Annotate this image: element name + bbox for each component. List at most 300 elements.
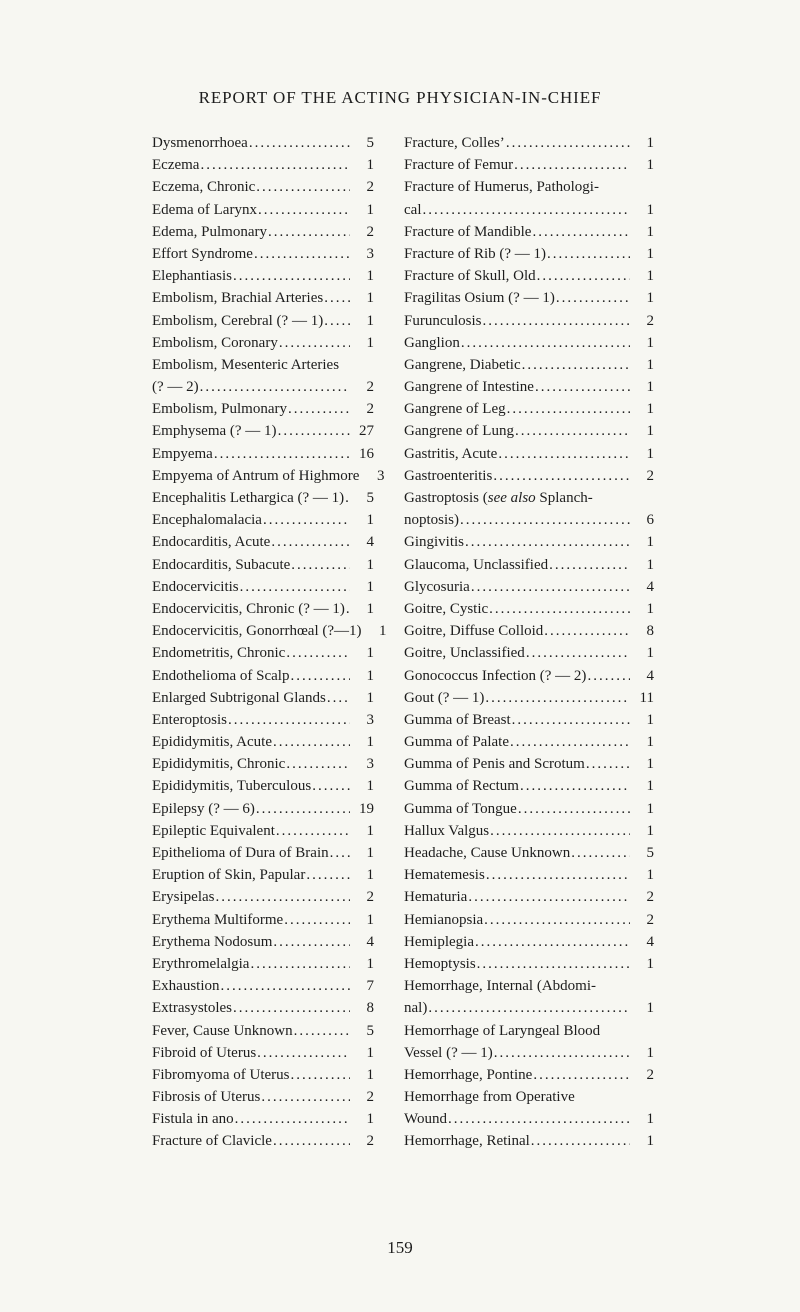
- leader-dots: [261, 1086, 350, 1108]
- entry-count: 4: [646, 933, 654, 950]
- entry-count: 1: [646, 268, 654, 285]
- leader-dots: [200, 376, 350, 398]
- entry-count: 1: [366, 1066, 374, 1083]
- entry-count: 8: [366, 1000, 374, 1017]
- entry-label: Embolism, Coronary: [152, 334, 278, 351]
- entry-label: (? — 2): [152, 379, 199, 396]
- leader-dots: [263, 509, 350, 531]
- leader-dots: [484, 909, 630, 931]
- index-entry: [152, 1086, 374, 1108]
- entry-count: 1: [366, 600, 374, 617]
- entry-label: Gonococcus Infection (? — 2): [404, 667, 587, 684]
- index-entry: [404, 509, 654, 531]
- entry-label: Elephantiasis: [152, 268, 232, 285]
- entry-label: Fever, Cause Unknown: [152, 1022, 293, 1039]
- entry-count: 2: [646, 1066, 654, 1083]
- index-entry: [152, 243, 374, 265]
- index-entry: [404, 287, 654, 309]
- index-entry: [152, 199, 374, 221]
- entry-label: Empyema: [152, 445, 213, 462]
- entry-count: 1: [646, 556, 654, 573]
- leader-dots: [233, 997, 350, 1019]
- leader-dots: [268, 221, 350, 243]
- index-entry: [152, 598, 374, 620]
- entry-count: 1: [646, 356, 654, 373]
- index-entry: [152, 176, 374, 198]
- entry-label: Epididymitis, Tuberculous: [152, 778, 312, 795]
- entry-count: 1: [646, 245, 654, 262]
- index-entry: [404, 709, 654, 731]
- entry-count: 1: [366, 578, 374, 595]
- leader-dots: [547, 243, 630, 265]
- entry-label: Gastroptosis (see also Splanch-: [404, 490, 593, 506]
- index-entry: [404, 154, 654, 176]
- entry-count: 1: [646, 290, 654, 307]
- index-entry: [152, 953, 374, 975]
- index-entry: [404, 443, 654, 465]
- leader-dots: [477, 953, 630, 975]
- index-entry: [152, 465, 385, 487]
- leader-dots: [471, 576, 630, 598]
- entry-count: 2: [646, 312, 654, 329]
- leader-dots: [324, 310, 350, 332]
- entry-label: Enteroptosis: [152, 711, 227, 728]
- entry-count: 1: [366, 1044, 374, 1061]
- leader-dots: [214, 443, 350, 465]
- index-entry: [404, 420, 654, 442]
- entry-label: Gumma of Rectum: [404, 778, 519, 795]
- index-entry: [152, 1064, 374, 1086]
- index-entry: [152, 1042, 374, 1064]
- index-entry: [404, 598, 654, 620]
- entry-count: 1: [366, 201, 374, 218]
- entry-count: 1: [646, 334, 654, 351]
- index-entry: [404, 820, 654, 842]
- entry-count: 1: [646, 778, 654, 795]
- leader-dots: [221, 975, 351, 997]
- index-entry: [404, 864, 654, 886]
- index-entry: [404, 753, 654, 775]
- entry-count: 1: [646, 379, 654, 396]
- entry-label: Endocarditis, Subacute: [152, 556, 291, 573]
- entry-count: 1: [646, 1044, 654, 1061]
- entry-label: Gastritis, Acute: [404, 445, 498, 462]
- entry-label: Gingivitis: [404, 534, 465, 551]
- entry-count: 1: [366, 312, 374, 329]
- index-entry: [404, 576, 654, 598]
- index-entry: [404, 554, 654, 576]
- entry-count: 6: [646, 512, 654, 529]
- leader-dots: [306, 864, 350, 886]
- index-entry: [152, 310, 374, 332]
- index-entry: [404, 620, 654, 642]
- leader-dots: [235, 1108, 350, 1130]
- entry-label: Gangrene of Intestine: [404, 379, 534, 396]
- leader-dots: [465, 531, 630, 553]
- index-entry: [152, 665, 374, 687]
- entry-label: Endometritis, Chronic: [152, 645, 286, 662]
- entry-label: Epilepsy (? — 6): [152, 800, 255, 817]
- entry-label: Glaucoma, Unclassified: [404, 556, 549, 573]
- index-entry: [152, 975, 374, 997]
- entry-label: Eczema: [152, 157, 200, 174]
- index-entry: [152, 820, 374, 842]
- entry-count: 1: [646, 800, 654, 817]
- index-entry: [404, 731, 654, 753]
- entry-label: noptosis): [404, 512, 460, 529]
- leader-dots: [518, 798, 630, 820]
- leader-dots: [256, 798, 350, 820]
- entry-count: 1: [366, 556, 374, 573]
- leader-dots: [535, 376, 630, 398]
- entry-count: 1: [366, 667, 374, 684]
- page-header: REPORT OF THE ACTING PHYSICIAN-IN-CHIEF: [198, 88, 602, 107]
- entry-count: 4: [366, 933, 374, 950]
- leader-dots: [271, 531, 350, 553]
- leader-dots: [475, 931, 630, 953]
- index-entry: [152, 132, 374, 154]
- leader-dots: [428, 997, 630, 1019]
- index-entry: [152, 265, 374, 287]
- entry-label: Gastroenteritis: [404, 467, 493, 484]
- index-entry: [404, 1064, 654, 1086]
- index-entry: [404, 376, 654, 398]
- entry-label: Endothelioma of Scalp: [152, 667, 290, 684]
- entry-count: 1: [366, 689, 374, 706]
- entry-label: Embolism, Mesenteric Arteries: [152, 356, 340, 373]
- index-entry: [404, 953, 654, 975]
- entry-label: Wound: [404, 1111, 447, 1128]
- entry-label: nal): [404, 1000, 428, 1017]
- index-entry: [404, 310, 654, 332]
- leader-dots: [200, 154, 350, 176]
- entry-label: Hemorrhage of Laryngeal Blood: [404, 1022, 601, 1039]
- index-entry: [152, 487, 374, 509]
- entry-label: Fracture of Rib (? — 1): [404, 245, 547, 262]
- entry-label: Embolism, Pulmonary: [152, 401, 287, 418]
- index-entry: [404, 687, 654, 709]
- leader-dots: [276, 820, 350, 842]
- entry-label: Fibrosis of Uterus: [152, 1089, 261, 1106]
- entry-label: Hemorrhage, Retinal: [404, 1133, 530, 1150]
- entry-count: 1: [646, 157, 654, 174]
- index-entry: [404, 798, 654, 820]
- leader-dots: [273, 1130, 350, 1152]
- entry-count: 1: [366, 334, 374, 351]
- entry-count: 1: [366, 822, 374, 839]
- entry-count: 1: [366, 157, 374, 174]
- leader-dots: [549, 554, 630, 576]
- entry-count: 1: [366, 268, 374, 285]
- entry-count: 1: [646, 756, 654, 773]
- index-entry: [404, 354, 654, 376]
- entry-label: Epileptic Equivalent: [152, 822, 275, 839]
- leader-dots: [506, 132, 630, 154]
- index-entry: [152, 753, 374, 775]
- entry-label: Hemorrhage from Operative: [404, 1089, 575, 1106]
- leader-dots: [531, 1130, 630, 1152]
- entry-count: 1: [646, 223, 654, 240]
- entry-label: Gumma of Penis and Scrotum: [404, 756, 585, 773]
- entry-label: Erythema Multiforme: [152, 911, 284, 928]
- index-entry: [152, 842, 374, 864]
- entry-label: Fracture of Skull, Old: [404, 268, 536, 285]
- leader-dots: [498, 443, 630, 465]
- leader-dots: [468, 886, 630, 908]
- leader-dots: [273, 931, 350, 953]
- entry-count: 1: [646, 445, 654, 462]
- leader-dots: [512, 709, 630, 731]
- entry-count: 4: [646, 667, 654, 684]
- entry-count: 4: [646, 578, 654, 595]
- entry-count: 1: [646, 534, 654, 551]
- index-entry: [152, 1108, 374, 1130]
- entry-count: 2: [366, 1133, 374, 1150]
- entry-label: Fracture of Femur: [404, 157, 514, 174]
- entry-label: Hematuria: [404, 889, 468, 906]
- leader-dots: [544, 620, 630, 642]
- leader-dots: [290, 665, 350, 687]
- leader-dots: [483, 310, 630, 332]
- index-entry: [404, 909, 654, 931]
- index-entry: [404, 465, 654, 487]
- index-entry: [152, 443, 374, 465]
- entry-count: 1: [366, 778, 374, 795]
- leader-dots: [422, 199, 630, 221]
- entry-label: Goitre, Diffuse Colloid: [404, 623, 544, 640]
- leader-dots: [494, 1042, 630, 1064]
- leader-dots: [279, 332, 350, 354]
- entry-label: Fracture of Mandible: [404, 223, 532, 240]
- entry-count: 5: [366, 1022, 374, 1039]
- leader-dots: [324, 287, 350, 309]
- entry-label: Gout (? — 1): [404, 689, 485, 706]
- entry-label: Ganglion: [404, 334, 460, 351]
- leader-dots: [288, 398, 350, 420]
- entry-label: Headache, Cause Unknown: [404, 845, 571, 861]
- entry-count: 5: [366, 135, 374, 151]
- entry-count: 2: [366, 1089, 374, 1106]
- index-entry: [152, 1020, 374, 1042]
- leader-dots: [537, 265, 630, 287]
- entry-label: Embolism, Brachial Arteries: [152, 290, 324, 307]
- entry-label: Gangrene of Leg: [404, 401, 506, 418]
- entry-label: cal: [404, 201, 422, 218]
- entry-count: 1: [366, 845, 374, 861]
- entry-label: Hemorrhage, Internal (Abdomi-: [404, 978, 597, 995]
- entry-count: 1: [646, 645, 654, 662]
- leader-dots: [228, 709, 350, 731]
- index-entry: [152, 798, 374, 820]
- entry-count: 1: [366, 1111, 374, 1128]
- leader-dots: [286, 753, 350, 775]
- entry-count: 1: [646, 955, 654, 972]
- index-entry: [404, 243, 654, 265]
- entry-count: 1: [646, 201, 654, 218]
- entry-label: Fibroid of Uterus: [152, 1044, 257, 1061]
- index-entry: [152, 420, 374, 442]
- entry-label: Eruption of Skin, Papular: [152, 867, 306, 884]
- entry-count: 2: [366, 379, 374, 396]
- index-entry: [404, 531, 654, 553]
- entry-count: 3: [366, 756, 374, 773]
- leader-dots: [258, 199, 350, 221]
- index-entry: [404, 1086, 654, 1108]
- entry-count: 3: [366, 245, 374, 262]
- entry-label: Gangrene of Lung: [404, 423, 514, 440]
- entry-label: Emphysema (? — 1): [152, 423, 277, 440]
- entry-count: 1: [646, 600, 654, 617]
- entry-count: 27: [359, 423, 374, 440]
- entry-count: 1: [646, 1000, 654, 1017]
- leader-dots: [254, 243, 350, 265]
- entry-label: Fracture of Clavicle: [152, 1133, 272, 1150]
- index-entry: [152, 576, 374, 598]
- index-entry: [152, 154, 374, 176]
- entry-count: 1: [366, 734, 374, 751]
- left-column: [152, 132, 387, 1153]
- index-entry: [152, 997, 374, 1019]
- entry-count: 7: [366, 978, 374, 995]
- entry-count: 16: [359, 445, 374, 462]
- index-entry: [404, 1130, 654, 1152]
- leader-dots: [486, 864, 630, 886]
- entry-count: 2: [646, 889, 654, 906]
- leader-dots: [514, 154, 630, 176]
- index-entry: [404, 642, 654, 664]
- index-entry: [404, 975, 654, 997]
- entry-label: Goitre, Cystic: [404, 600, 489, 617]
- entry-count: 4: [366, 534, 374, 551]
- entry-count: 1: [366, 911, 374, 928]
- index-entry: [152, 909, 374, 931]
- index-entry: [152, 221, 374, 243]
- entry-label: Hemorrhage, Pontine: [404, 1066, 533, 1083]
- index-entry: [152, 620, 387, 642]
- entry-label: Hematemesis: [404, 867, 485, 884]
- index-entry: [404, 221, 654, 243]
- page-number: 159: [387, 1238, 413, 1257]
- index-entry: [152, 931, 374, 953]
- index-entry: [152, 864, 374, 886]
- entry-count: 1: [366, 955, 374, 972]
- entry-label: Eczema, Chronic: [152, 179, 256, 196]
- leader-dots: [294, 1020, 350, 1042]
- leader-dots: [448, 1108, 630, 1130]
- entry-count: 1: [366, 867, 374, 884]
- leader-dots: [233, 265, 350, 287]
- index-entry: [152, 376, 374, 398]
- leader-dots: [327, 687, 350, 709]
- entry-label: Hemianopsia: [404, 911, 484, 928]
- entry-count: 2: [646, 467, 654, 484]
- leader-dots: [290, 1064, 350, 1086]
- index-entry: [152, 287, 374, 309]
- entry-label: Vessel (? — 1): [404, 1044, 493, 1061]
- entry-label: Fibromyoma of Uterus: [152, 1066, 290, 1083]
- entry-label: Extrasystoles: [152, 1000, 232, 1017]
- entry-label: Endocarditis, Acute: [152, 534, 271, 551]
- entry-count: 1: [646, 1111, 654, 1128]
- entry-count: 1: [646, 711, 654, 728]
- leader-dots: [571, 842, 630, 864]
- entry-count: 2: [366, 889, 374, 906]
- entry-label: Gumma of Tongue: [404, 800, 517, 817]
- entry-count: 1: [379, 623, 387, 640]
- leader-dots: [587, 665, 630, 687]
- entry-label: Fragilitas Osium (? — 1): [404, 290, 555, 307]
- entry-label: Goitre, Unclassified: [404, 645, 525, 662]
- entry-count: 19: [359, 800, 374, 817]
- index-entry: [152, 709, 374, 731]
- entry-label: Enlarged Subtrigonal Glands: [152, 689, 326, 706]
- entry-count: 8: [646, 623, 654, 640]
- entry-label: Exhaustion: [152, 978, 220, 995]
- leader-dots: [240, 576, 350, 598]
- leader-dots: [312, 775, 350, 797]
- index-entry: [152, 398, 374, 420]
- entry-count: 1: [646, 1133, 654, 1150]
- leader-dots: [586, 753, 630, 775]
- index-entry: [404, 1042, 654, 1064]
- leader-dots: [493, 465, 630, 487]
- entry-label: Dysmenorrhoea: [152, 135, 248, 151]
- index-entry: [152, 775, 374, 797]
- leader-dots: [522, 354, 630, 376]
- leader-dots: [520, 775, 630, 797]
- leader-dots: [291, 554, 350, 576]
- leader-dots: [490, 820, 630, 842]
- entry-count: 2: [366, 223, 374, 240]
- entry-count: 1: [366, 290, 374, 307]
- index-entry: [152, 731, 374, 753]
- index-entry: [152, 509, 374, 531]
- index-entry: [404, 842, 654, 864]
- entry-count: 1: [366, 512, 374, 529]
- leader-dots: [286, 642, 350, 664]
- entry-label: Epididymitis, Chronic: [152, 756, 286, 773]
- entry-count: 5: [646, 845, 654, 861]
- entry-label: Endocervicitis: [152, 578, 239, 595]
- entry-count: 2: [366, 401, 374, 418]
- leader-dots: [515, 420, 630, 442]
- entry-label: Gumma of Palate: [404, 734, 509, 751]
- entry-label: Edema of Larynx: [152, 201, 257, 218]
- index-entry: [404, 332, 654, 354]
- leader-dots: [507, 398, 630, 420]
- index-entry: [152, 354, 374, 376]
- leader-dots: [284, 909, 350, 931]
- leader-dots: [278, 420, 350, 442]
- entry-label: Fistula in ano: [152, 1111, 234, 1128]
- index-entry: [152, 531, 374, 553]
- leader-dots: [485, 687, 630, 709]
- index-entry: [404, 997, 654, 1019]
- entry-count: 1: [366, 645, 374, 662]
- entry-label: Erythromelalgia: [152, 955, 250, 972]
- index-entry: [152, 886, 374, 908]
- index-entry: [404, 886, 654, 908]
- entry-count: 2: [646, 911, 654, 928]
- entry-label: Encephalitis Lethargica (? — 1): [152, 490, 345, 506]
- leader-dots: [532, 221, 630, 243]
- index-entry: [404, 132, 654, 154]
- entry-label: Epididymitis, Acute: [152, 734, 272, 751]
- leader-dots: [556, 287, 630, 309]
- entry-label: Effort Syndrome: [152, 245, 253, 262]
- index-entry: [404, 265, 654, 287]
- entry-label: Glycosuria: [404, 578, 470, 595]
